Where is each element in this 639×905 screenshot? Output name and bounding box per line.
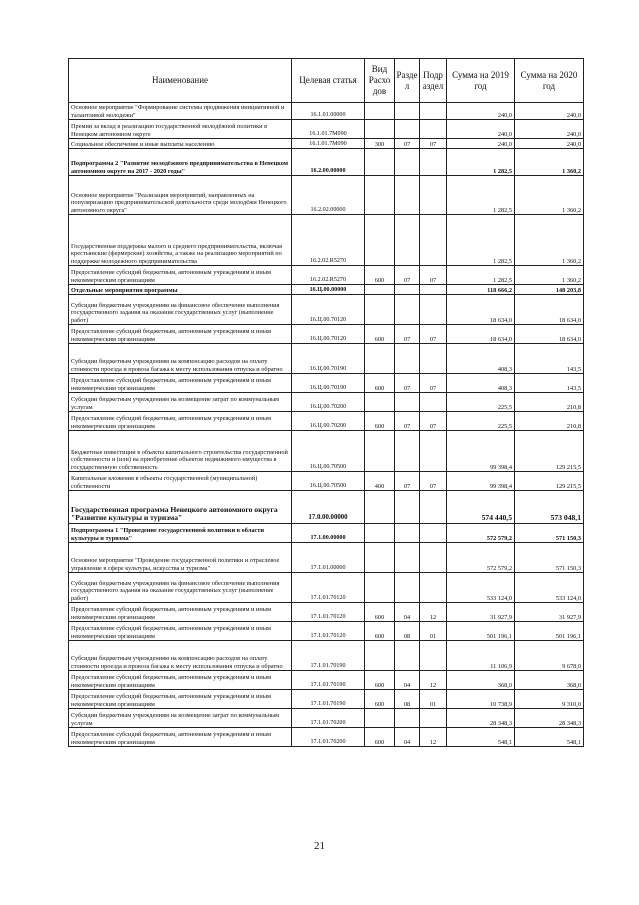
cell-target-article: 17.1.01.70120 [292,573,365,603]
cell-name: Предоставление субсидий бюджетным, автономным учреждениям и иным некоммерческим организациям [69,603,292,622]
cell-sum-2020: 9 310,0 [515,690,584,709]
cell-name: Подпрограмма 1 "Проведение государственной политики в области культуры и туризма" [69,524,292,543]
cell-target-article: 17.1.01.70120 [292,603,365,622]
cell-name: Подпрограмма 2 "Развитие молодёжного предпринимательства в Ненецком автономном округе на 2017 - 2020 годы" [69,149,292,176]
table-row [69,285,584,295]
table-row [69,393,584,412]
cell-sum-2020: 571 150,3 [515,524,584,543]
cell-sum-2019: 11 106,9 [447,641,515,671]
cell-subsection [420,709,447,728]
table-row [69,431,584,472]
cell-subsection: 07 [420,412,447,431]
cell-expense-type [365,543,395,573]
table-row [69,103,584,120]
cell-sum-2020: 129 215,5 [515,431,584,472]
cell-target-article: 16.1.01.7М090 [292,139,365,149]
cell-sum-2020: 1 360,2 [515,176,584,215]
cell-subsection [420,295,447,325]
cell-sum-2020: 533 124,0 [515,573,584,603]
budget-table [68,58,584,747]
cell-section: 07 [395,472,420,491]
table-row [69,728,584,747]
table-row [69,491,584,524]
cell-sum-2020: 1 360,2 [515,215,584,266]
cell-expense-type: 300 [365,139,395,149]
cell-sum-2019: 99 398,4 [447,472,515,491]
cell-expense-type [365,295,395,325]
cell-section: 04 [395,603,420,622]
cell-sum-2019: 118 666,2 [447,285,515,295]
cell-target-article: 17.1.01.00000 [292,543,365,573]
cell-subsection: 07 [420,266,447,285]
cell-sum-2020: 143,5 [515,344,584,374]
cell-name: Предоставление субсидий бюджетным, автономным учреждениям и иным некоммерческим организациям [69,266,292,285]
header-name: Наименование [69,59,292,103]
cell-expense-type [365,215,395,266]
cell-sum-2019: 1 282,5 [447,266,515,285]
cell-sum-2019: 18 634,0 [447,325,515,344]
cell-expense-type: 600 [365,671,395,690]
cell-expense-type [365,491,395,524]
cell-section [395,524,420,543]
cell-expense-type [365,120,395,139]
cell-name: Основное мероприятие "Формирование системы продвижения инициативной и талантливой молодежи" [69,103,292,120]
cell-sum-2020: 210,8 [515,412,584,431]
table-row [69,709,584,728]
cell-sum-2019: 572 579,2 [447,543,515,573]
cell-subsection: 07 [420,374,447,393]
table-row [69,176,584,215]
cell-sum-2019: 501 196,1 [447,622,515,641]
cell-sum-2019: 1 282,5 [447,176,515,215]
cell-expense-type [365,103,395,120]
cell-name: Субсидии бюджетным учреждениям на возмещение затрат по коммунальным услугам [69,709,292,728]
cell-target-article: 17.1.01.70120 [292,622,365,641]
cell-expense-type [365,573,395,603]
cell-target-article: 16.Ц.00.00000 [292,285,365,295]
cell-section: 07 [395,325,420,344]
cell-sum-2020: 240,0 [515,139,584,149]
header-sum-2019: Сумма на 2019 год [447,59,515,103]
cell-sum-2020: 9 678,0 [515,641,584,671]
cell-subsection [420,431,447,472]
cell-target-article: 16.Ц.00.70200 [292,412,365,431]
cell-subsection: 07 [420,472,447,491]
cell-name: Основное мероприятие "Проведение государственной политики и отраслевое управление в сфере культуры, искусства и туризма" [69,543,292,573]
cell-expense-type: 600 [365,325,395,344]
cell-name: Капитальные вложения в объекты государственной (муниципальной) собственности [69,472,292,491]
cell-expense-type [365,176,395,215]
cell-expense-type [365,149,395,176]
table-row [69,671,584,690]
cell-sum-2020: 571 150,3 [515,543,584,573]
cell-target-article: 16.Ц.00.70190 [292,374,365,393]
cell-section [395,573,420,603]
cell-name: Предоставление субсидий бюджетным, автономным учреждениям и иным некоммерческим организациям [69,325,292,344]
cell-section: 08 [395,622,420,641]
cell-section [395,641,420,671]
cell-sum-2019: 18 634,0 [447,295,515,325]
cell-sum-2019: 99 398,4 [447,431,515,472]
cell-target-article: 17.1.01.70190 [292,641,365,671]
cell-section [395,431,420,472]
header-section: Разде л [395,59,420,103]
cell-expense-type: 600 [365,412,395,431]
cell-section [395,149,420,176]
cell-target-article: 17.1.01.70190 [292,690,365,709]
cell-target-article: 17.1.01.70200 [292,709,365,728]
cell-name: Государственная поддержка малого и среднего предпринимательства, включая крестьянские (фермерские) хозяйства, а также на реализацию мероприятий по поддержке молодежного предпринимательства [69,215,292,266]
cell-name: Отдельные мероприятия программы [69,285,292,295]
cell-section [395,285,420,295]
cell-sum-2019: 408,3 [447,344,515,374]
cell-expense-type [365,431,395,472]
cell-subsection: 07 [420,139,447,149]
cell-section [395,491,420,524]
cell-section [395,215,420,266]
table-row [69,524,584,543]
table-row [69,412,584,431]
cell-sum-2019: 28 348,3 [447,709,515,728]
cell-section [395,103,420,120]
cell-subsection: 01 [420,622,447,641]
cell-subsection: 01 [420,690,447,709]
cell-subsection [420,120,447,139]
cell-sum-2020: 1 360,2 [515,149,584,176]
header-subsection: Подр аздел [420,59,447,103]
cell-subsection: 12 [420,671,447,690]
cell-expense-type: 400 [365,472,395,491]
cell-sum-2020: 18 634,0 [515,295,584,325]
cell-subsection [420,176,447,215]
table-row [69,603,584,622]
table-row [69,344,584,374]
table-row [69,690,584,709]
cell-sum-2019: 1 282,5 [447,149,515,176]
cell-name: Предоставление субсидий бюджетным, автономным учреждениям и иным некоммерческим организациям [69,671,292,690]
table-row [69,139,584,149]
cell-name: Предоставление субсидий бюджетным, автономным учреждениям и иным некоммерческим организациям [69,622,292,641]
cell-section: 07 [395,374,420,393]
header-expense-type: Вид Расхо дов [365,59,395,103]
cell-section: 07 [395,266,420,285]
cell-subsection: 12 [420,728,447,747]
table-row [69,149,584,176]
cell-target-article: 16.Ц.00.70190 [292,344,365,374]
cell-subsection [420,491,447,524]
table-row [69,120,584,139]
header-target-article: Целевая статья [292,59,365,103]
page-number: 21 [314,840,325,852]
cell-sum-2020: 31 927,9 [515,603,584,622]
cell-target-article: 16.1.01.7М090 [292,120,365,139]
cell-expense-type [365,709,395,728]
cell-section [395,709,420,728]
cell-sum-2019: 533 124,0 [447,573,515,603]
cell-target-article: 17.1.00.00000 [292,524,365,543]
cell-section: 04 [395,728,420,747]
cell-name: Предоставление субсидий бюджетным, автономным учреждениям и иным некоммерческим организациям [69,374,292,393]
cell-expense-type: 600 [365,622,395,641]
table-row [69,266,584,285]
cell-sum-2020: 240,0 [515,120,584,139]
cell-name: Предоставление субсидий бюджетным, автономным учреждениям и иным некоммерческим организациям [69,690,292,709]
cell-name: Социальное обеспечение и иные выплаты населению [69,139,292,149]
cell-sum-2019: 240,0 [447,120,515,139]
cell-name: Субсидии бюджетным учреждениям на возмещение затрат по коммунальным услугам [69,393,292,412]
cell-subsection [420,641,447,671]
table-row [69,374,584,393]
cell-sum-2019: 240,0 [447,103,515,120]
table-row [69,622,584,641]
cell-sum-2019: 10 738,9 [447,690,515,709]
table-row [69,295,584,325]
cell-section [395,295,420,325]
cell-section [395,344,420,374]
cell-name: Субсидии бюджетным учреждениям на финансовое обеспечение выполнения государственного задания на оказание государственных услуг (выполнение работ) [69,295,292,325]
cell-section [395,120,420,139]
cell-subsection [420,543,447,573]
cell-subsection: 07 [420,325,447,344]
cell-subsection [420,285,447,295]
cell-expense-type [365,641,395,671]
cell-section [395,176,420,215]
cell-subsection [420,524,447,543]
cell-sum-2020: 148 203,8 [515,285,584,295]
cell-sum-2019: 368,0 [447,671,515,690]
cell-section [395,543,420,573]
cell-target-article: 16.2.02.00000 [292,176,365,215]
cell-sum-2020: 501 196,1 [515,622,584,641]
cell-name: Предоставление субсидий бюджетным, автономным учреждениям и иным некоммерческим организациям [69,412,292,431]
table-row [69,543,584,573]
cell-expense-type: 600 [365,728,395,747]
cell-expense-type: 600 [365,374,395,393]
cell-target-article: 16.1.01.00000 [292,103,365,120]
cell-name: Бюджетные инвестиции в объекты капитального строительства государственной собственности и (или) на приобретение объектов недвижимого имущества в государственную собственность [69,431,292,472]
cell-name: Субсидии бюджетным учреждениям на финансовое обеспечение выполнения государственного задания на оказание государственных услуг (выполнение работ) [69,573,292,603]
cell-target-article: 16.Ц.00.70500 [292,431,365,472]
cell-sum-2020: 548,1 [515,728,584,747]
cell-target-article: 16.Ц.00.70120 [292,325,365,344]
cell-sum-2020: 143,5 [515,374,584,393]
cell-subsection [420,344,447,374]
cell-section: 07 [395,412,420,431]
cell-target-article: 17.0.00.00000 [292,491,365,524]
cell-name: Государственная программа Ненецкого автономного округа "Развитие культуры и туризма" [69,491,292,524]
cell-target-article: 16.Ц.00.70500 [292,472,365,491]
cell-subsection [420,215,447,266]
table-row [69,573,584,603]
cell-sum-2019: 31 927,9 [447,603,515,622]
cell-sum-2019: 572 579,2 [447,524,515,543]
cell-expense-type: 600 [365,690,395,709]
table-header-row [69,59,584,103]
table-row [69,215,584,266]
cell-sum-2020: 573 048,1 [515,491,584,524]
cell-sum-2020: 368,0 [515,671,584,690]
cell-name: Премии за вклад в реализацию государственной молодёжной политики в Ненецком автономном округе [69,120,292,139]
cell-section: 04 [395,671,420,690]
cell-sum-2019: 408,3 [447,374,515,393]
cell-subsection: 12 [420,603,447,622]
cell-expense-type [365,393,395,412]
cell-sum-2020: 210,8 [515,393,584,412]
table-row [69,641,584,671]
cell-sum-2020: 240,0 [515,103,584,120]
cell-section: 08 [395,690,420,709]
cell-expense-type [365,344,395,374]
cell-target-article: 16.2.00.00000 [292,149,365,176]
header-sum-2020: Сумма на 2020 год [515,59,584,103]
cell-target-article: 16.Ц.00.70120 [292,295,365,325]
cell-sum-2020: 18 634,0 [515,325,584,344]
cell-subsection [420,103,447,120]
cell-sum-2019: 240,0 [447,139,515,149]
cell-expense-type [365,524,395,543]
cell-sum-2019: 574 440,5 [447,491,515,524]
cell-target-article: 17.1.01.70190 [292,671,365,690]
cell-subsection [420,573,447,603]
cell-expense-type: 600 [365,266,395,285]
cell-sum-2019: 548,1 [447,728,515,747]
cell-target-article: 16.2.02.R5270 [292,215,365,266]
cell-target-article: 17.1.01.70200 [292,728,365,747]
cell-section [395,393,420,412]
cell-sum-2019: 1 282,5 [447,215,515,266]
cell-subsection [420,149,447,176]
cell-sum-2019: 225,5 [447,393,515,412]
table-row [69,472,584,491]
cell-sum-2019: 225,5 [447,412,515,431]
cell-section: 07 [395,139,420,149]
cell-name: Основное мероприятие "Реализация мероприятий, направленных на популяризацию предпринимательской деятельности среди молодёжи Ненецкого автономного округа" [69,176,292,215]
cell-sum-2020: 129 215,5 [515,472,584,491]
cell-name: Предоставление субсидий бюджетным, автономным учреждениям и иным некоммерческим организациям [69,728,292,747]
table-row [69,325,584,344]
cell-name: Субсидии бюджетным учреждениям на компенсацию расходов на оплату стоимости проезда и провоза багажа к месту использования отпуска и обратно [69,641,292,671]
cell-target-article: 16.2.02.R5270 [292,266,365,285]
cell-name: Субсидии бюджетным учреждениям на компенсацию расходов на оплату стоимости проезда и провоза багажа к месту использования отпуска и обратно [69,344,292,374]
cell-expense-type [365,285,395,295]
cell-sum-2020: 1 360,2 [515,266,584,285]
cell-subsection [420,393,447,412]
cell-target-article: 16.Ц.00.70200 [292,393,365,412]
cell-expense-type: 600 [365,603,395,622]
cell-sum-2020: 28 348,3 [515,709,584,728]
